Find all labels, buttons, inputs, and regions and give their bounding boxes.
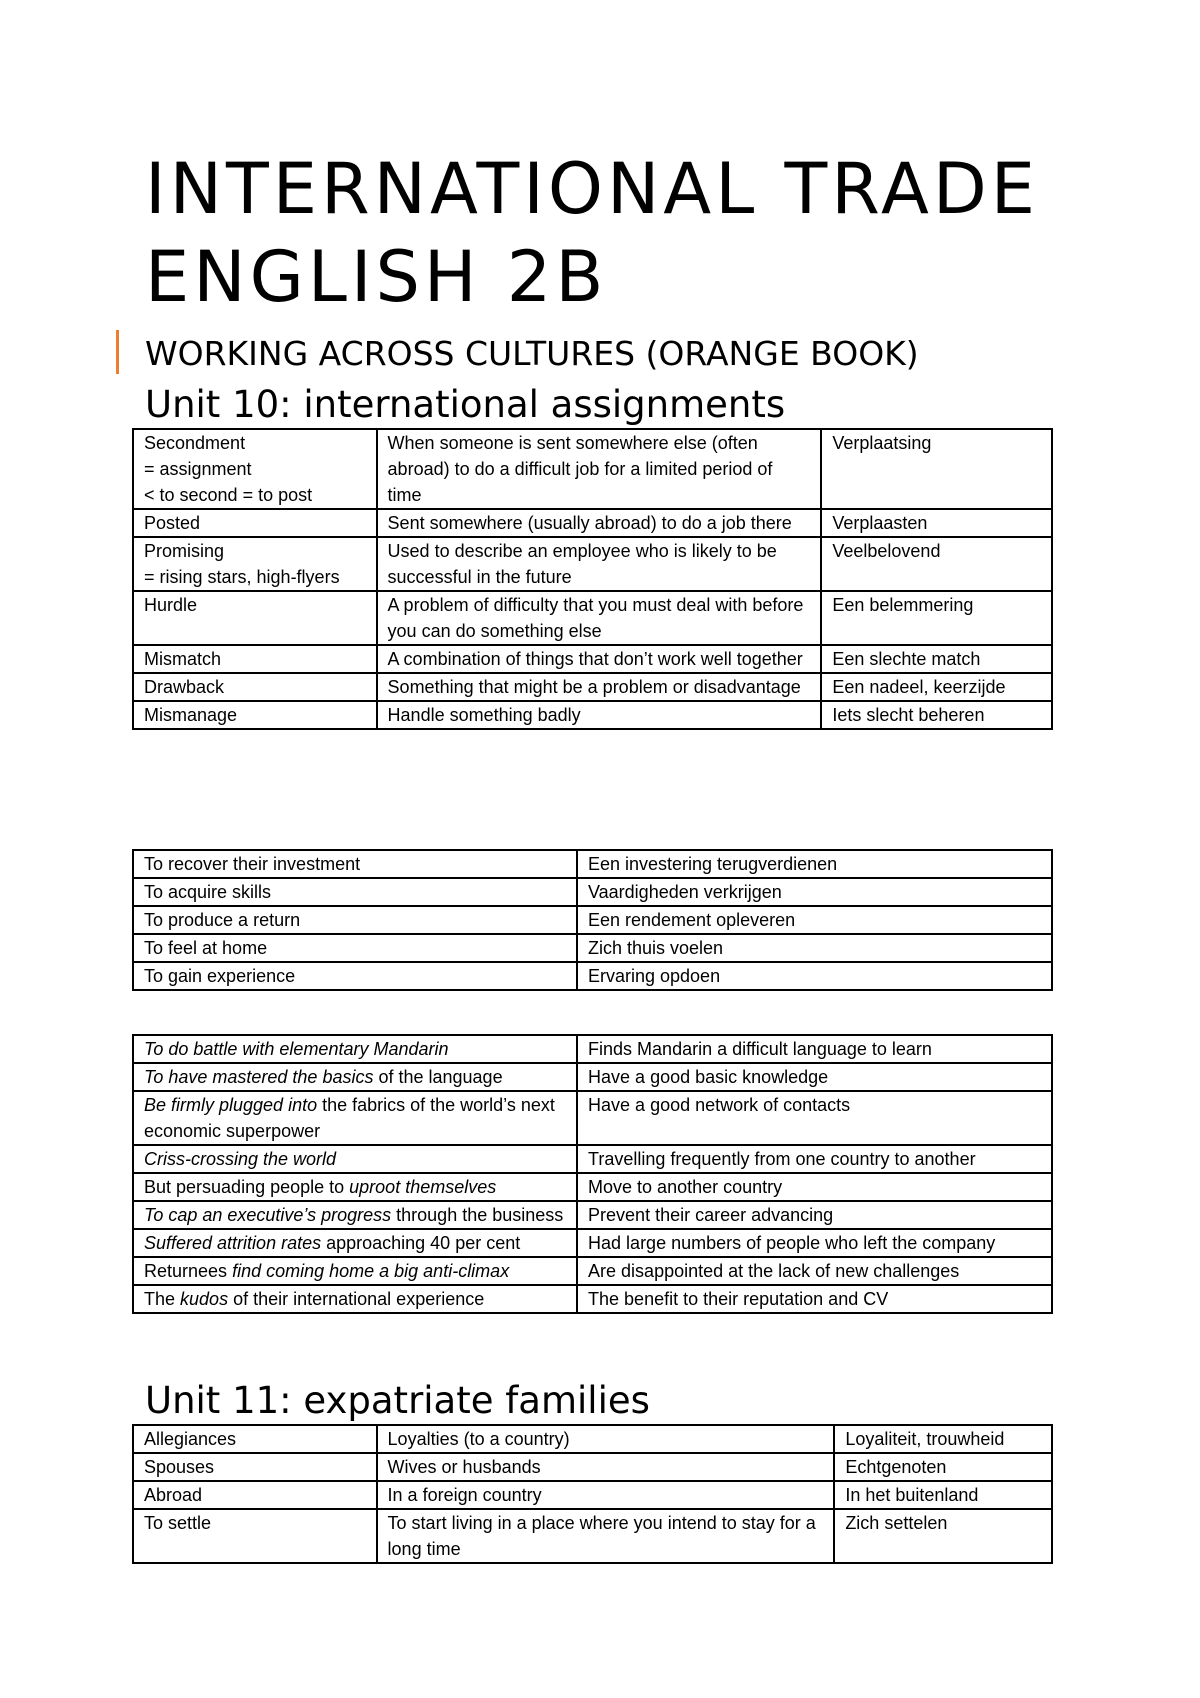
vocab-row [133, 701, 1052, 729]
table-cell: Ervaring opdoen [577, 962, 1052, 990]
expression-text: But persuading people to [144, 1177, 350, 1197]
table-cell: Zich thuis voelen [577, 934, 1052, 962]
table-cell: Promising = rising stars, high-flyers [133, 537, 377, 591]
vocab-row [133, 591, 1052, 645]
expression-row [133, 1257, 1052, 1285]
expression-row [133, 1201, 1052, 1229]
expression-cell [133, 1145, 577, 1173]
table-cell: Verplaatsing [821, 429, 1052, 509]
expression-cell [133, 1229, 577, 1257]
table-cell: Something that might be a problem or disadvantage [377, 673, 822, 701]
document-subtitle: WORKING ACROSS CULTURES (ORANGE BOOK) [145, 334, 919, 373]
expression-text: find coming home a big anti-climax [232, 1261, 510, 1281]
unit11-vocab-table [132, 1424, 1053, 1564]
table-cell: Een belemmering [821, 591, 1052, 645]
vocab-row [133, 509, 1052, 537]
table-cell: To produce a return [133, 906, 577, 934]
phrase-row [133, 906, 1052, 934]
expression-row [133, 1173, 1052, 1201]
meaning-cell: Have a good network of contacts [577, 1091, 1052, 1145]
table-cell: A combination of things that don’t work well together [377, 645, 822, 673]
expression-text: the fabrics of the world’s next economic superpower [144, 1095, 555, 1141]
meaning-cell: Are disappointed at the lack of new challenges [577, 1257, 1052, 1285]
table-cell: Posted [133, 509, 377, 537]
table-cell: To recover their investment [133, 850, 577, 878]
meaning-cell: Had large numbers of people who left the company [577, 1229, 1052, 1257]
meaning-cell: Finds Mandarin a difficult language to learn [577, 1035, 1052, 1063]
table-cell: Een nadeel, keerzijde [821, 673, 1052, 701]
vocab-row [133, 1425, 1052, 1453]
table-cell: Veelbelovend [821, 537, 1052, 591]
expression-row [133, 1229, 1052, 1257]
table-cell: To gain experience [133, 962, 577, 990]
expression-cell [133, 1285, 577, 1313]
table-cell: Loyalties (to a country) [377, 1425, 835, 1453]
table-cell: Mismanage [133, 701, 377, 729]
expression-text: To have mastered the basics [144, 1067, 374, 1087]
table-cell: Loyaliteit, trouwheid [834, 1425, 1052, 1453]
meaning-cell: Move to another country [577, 1173, 1052, 1201]
expression-text: Returnees [144, 1261, 233, 1281]
meaning-cell: Prevent their career advancing [577, 1201, 1052, 1229]
expression-cell [133, 1257, 577, 1285]
expression-cell [133, 1173, 577, 1201]
table-cell: To feel at home [133, 934, 577, 962]
expression-text: approaching 40 per cent [321, 1233, 521, 1253]
unit11-heading: Unit 11: expatriate families [145, 1379, 650, 1422]
expression-text: of the language [373, 1067, 503, 1087]
table-cell: In het buitenland [834, 1481, 1052, 1509]
expression-row [133, 1145, 1052, 1173]
table-cell: In a foreign country [377, 1481, 835, 1509]
vocab-row [133, 1481, 1052, 1509]
unit10-vocab-table [132, 428, 1053, 730]
expression-cell [133, 1035, 577, 1063]
table-cell: Een slechte match [821, 645, 1052, 673]
expression-text: To cap an executive’s progress [144, 1205, 392, 1225]
meaning-cell: Travelling frequently from one country to another [577, 1145, 1052, 1173]
expression-text: Criss-crossing the world [144, 1149, 337, 1169]
unit10-heading: Unit 10: international assignments [145, 383, 786, 426]
table-cell: Abroad [133, 1481, 377, 1509]
unit10-expressions-table [132, 1034, 1053, 1314]
expression-row [133, 1035, 1052, 1063]
table-cell: Vaardigheden verkrijgen [577, 878, 1052, 906]
meaning-cell: The benefit to their reputation and CV [577, 1285, 1052, 1313]
vocab-row [133, 1453, 1052, 1481]
expression-row [133, 1091, 1052, 1145]
expression-cell [133, 1063, 577, 1091]
unit10-phrases-table [132, 849, 1053, 991]
table-cell: Zich settelen [834, 1509, 1052, 1563]
table-cell: Spouses [133, 1453, 377, 1481]
table-cell: Iets slecht beheren [821, 701, 1052, 729]
table-cell: Hurdle [133, 591, 377, 645]
vocab-row [133, 429, 1052, 509]
table-cell: Wives or husbands [377, 1453, 835, 1481]
table-cell: Verplaasten [821, 509, 1052, 537]
meaning-cell: Have a good basic knowledge [577, 1063, 1052, 1091]
phrase-row [133, 934, 1052, 962]
expression-text: through the business [391, 1205, 564, 1225]
table-cell: Mismatch [133, 645, 377, 673]
table-cell: Drawback [133, 673, 377, 701]
expression-text: The [144, 1289, 181, 1309]
expression-text: Be firmly plugged into [144, 1095, 318, 1115]
table-cell: When someone is sent somewhere else (often abroad) to do a difficult job for a limited period of time [377, 429, 822, 509]
table-cell: To acquire skills [133, 878, 577, 906]
table-cell: Secondment = assignment < to second = to post [133, 429, 377, 509]
accent-bar [116, 330, 119, 374]
expression-row [133, 1063, 1052, 1091]
expression-text: of their international experience [228, 1289, 485, 1309]
expression-text: uproot themselves [349, 1177, 497, 1197]
table-cell: Een rendement opleveren [577, 906, 1052, 934]
expression-cell [133, 1091, 577, 1145]
table-cell: To settle [133, 1509, 377, 1563]
vocab-row [133, 1509, 1052, 1563]
expression-row [133, 1285, 1052, 1313]
vocab-row [133, 673, 1052, 701]
expression-text: To do battle with elementary Mandarin [144, 1039, 449, 1059]
vocab-row [133, 537, 1052, 591]
document-title: INTERNATIONAL TRADE ENGLISH 2B [145, 148, 1040, 318]
expression-text: Suffered attrition rates [144, 1233, 322, 1253]
table-cell: Handle something badly [377, 701, 822, 729]
phrase-row [133, 962, 1052, 990]
table-cell: Allegiances [133, 1425, 377, 1453]
table-cell: Used to describe an employee who is likely to be successful in the future [377, 537, 822, 591]
phrase-row [133, 850, 1052, 878]
table-cell: Echtgenoten [834, 1453, 1052, 1481]
vocab-row [133, 645, 1052, 673]
phrase-row [133, 878, 1052, 906]
table-cell: A problem of difficulty that you must deal with before you can do something else [377, 591, 822, 645]
expression-text: kudos [180, 1289, 229, 1309]
table-cell: Een investering terugverdienen [577, 850, 1052, 878]
expression-cell [133, 1201, 577, 1229]
table-cell: To start living in a place where you intend to stay for a long time [377, 1509, 835, 1563]
table-cell: Sent somewhere (usually abroad) to do a job there [377, 509, 822, 537]
